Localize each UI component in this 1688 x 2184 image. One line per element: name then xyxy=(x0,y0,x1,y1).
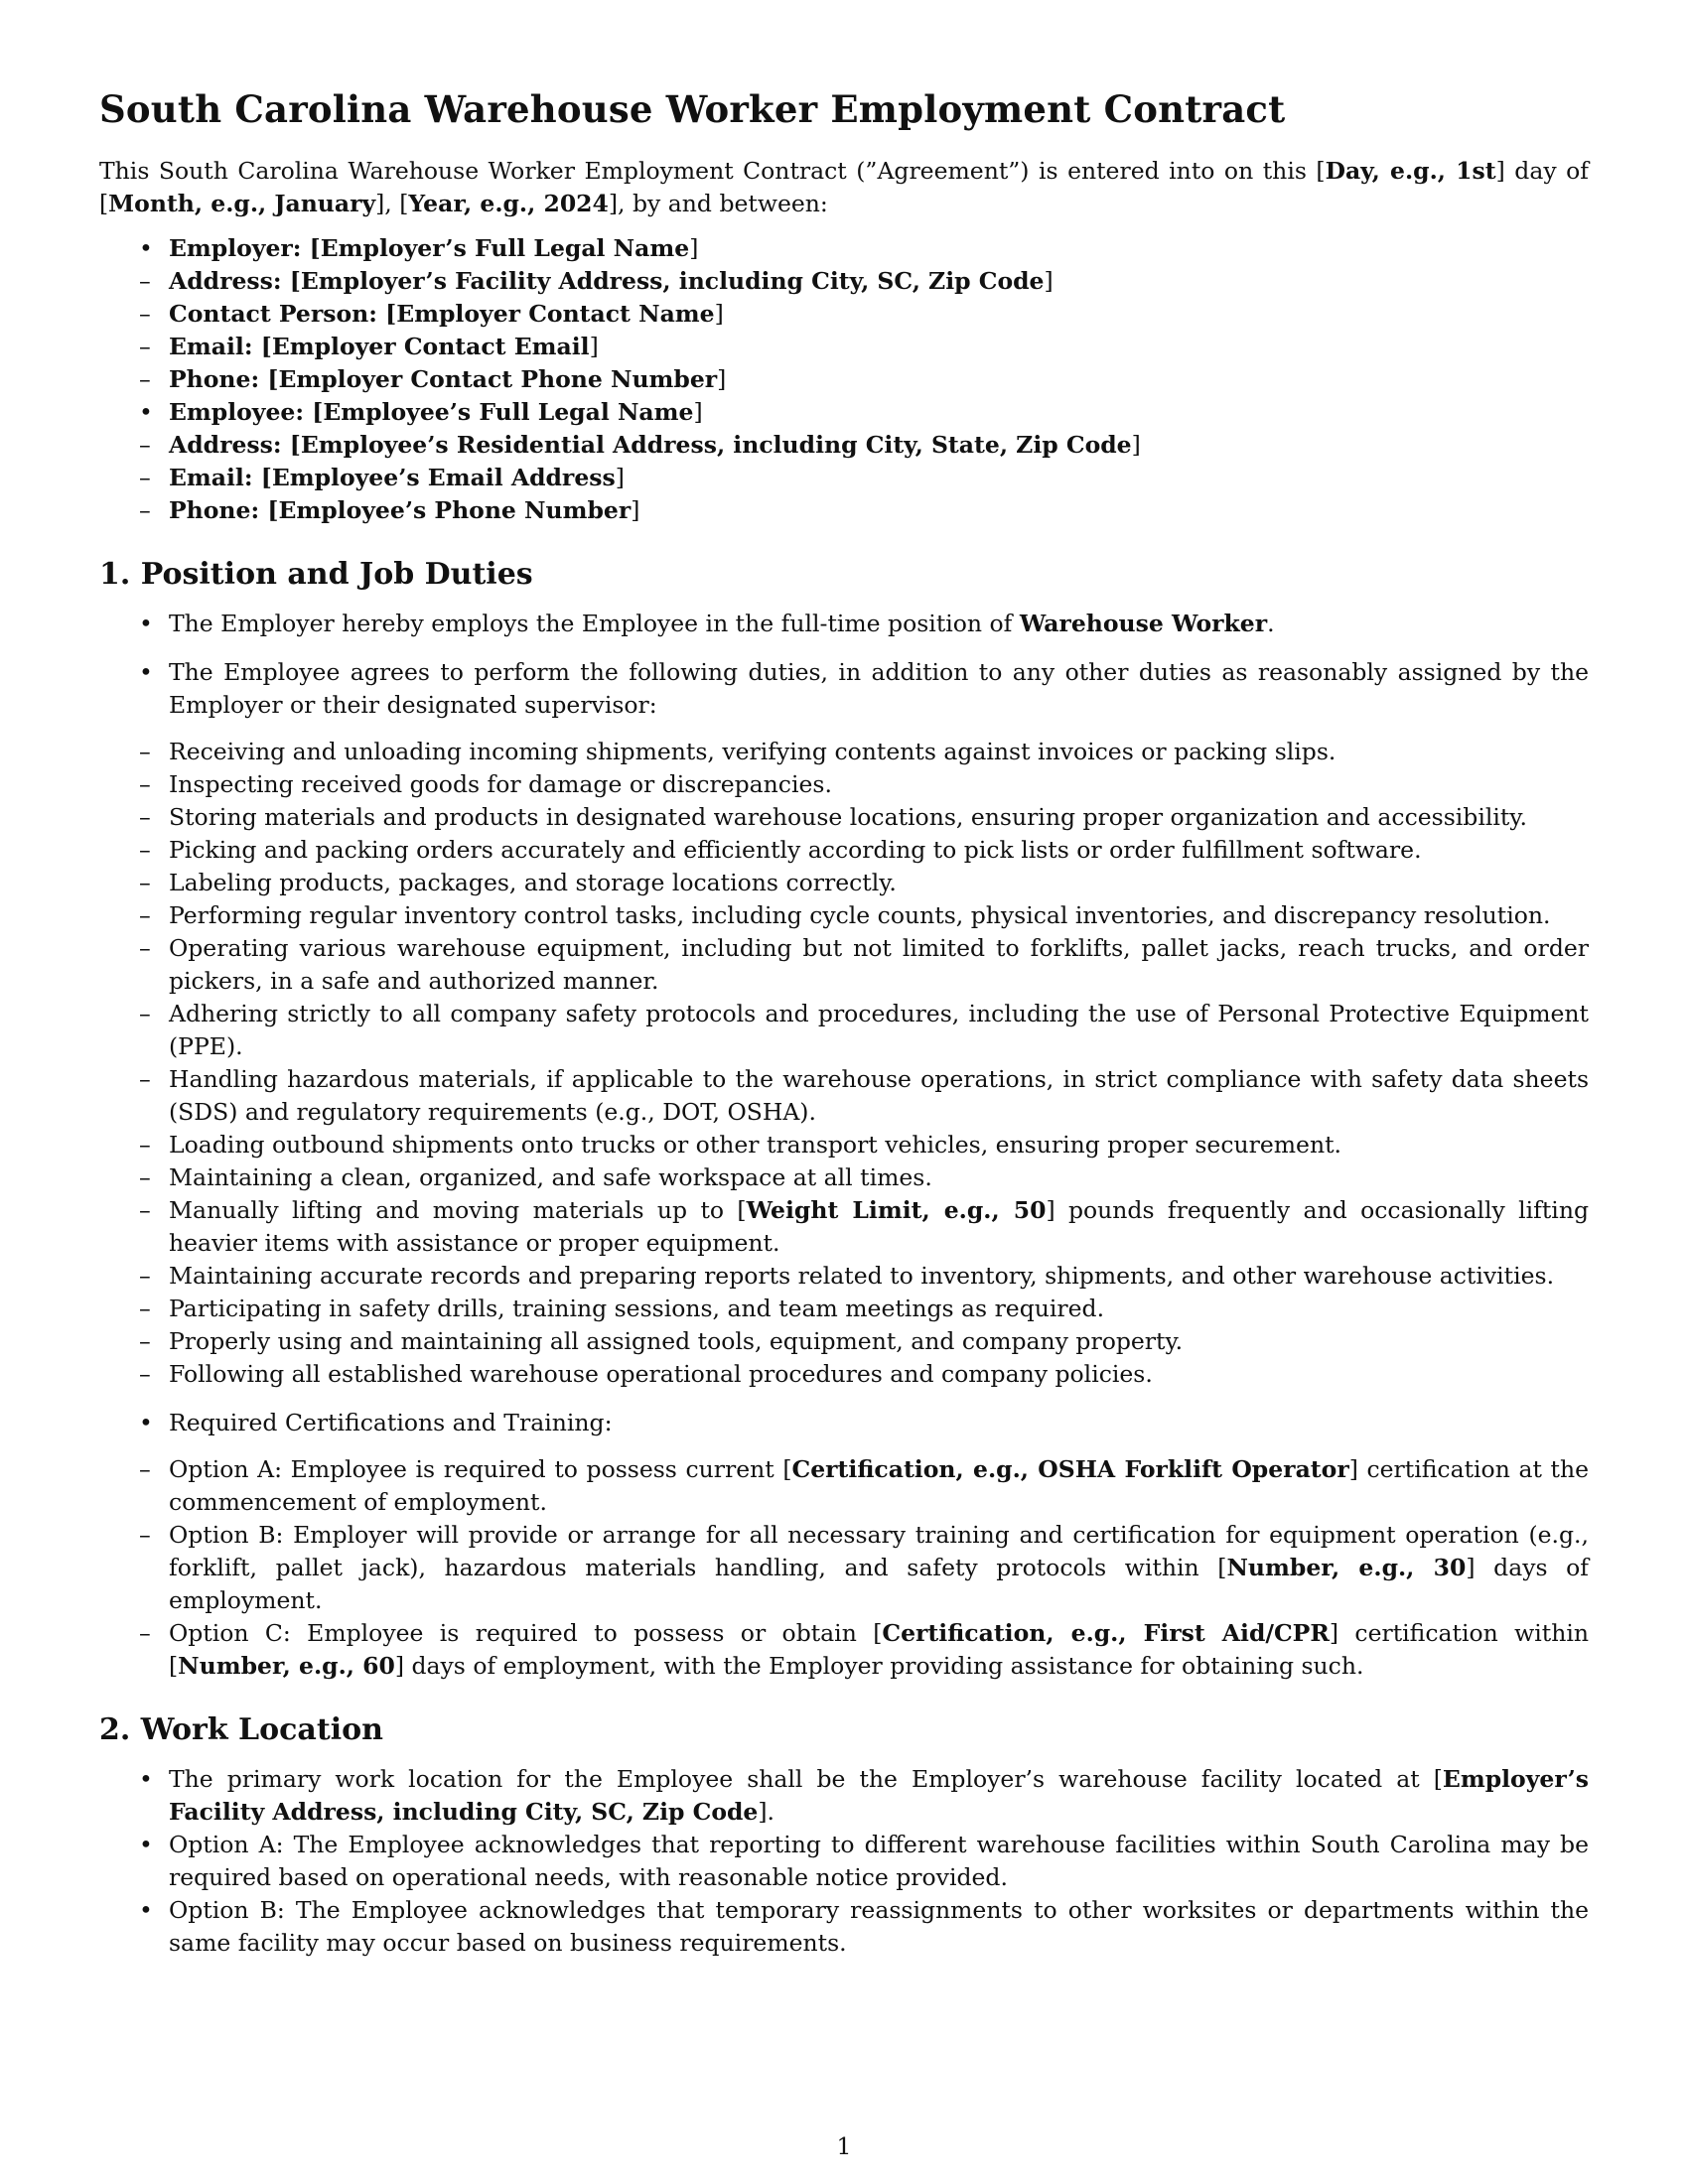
certifications-list xyxy=(169,1453,1589,1683)
bracket: ] xyxy=(1044,267,1054,295)
duty-text: Manually lifting and moving materials up to [ xyxy=(169,1196,747,1224)
field-label: Phone: xyxy=(169,365,268,393)
position-text: The Employer hereby employs the Employee in the full-time position of xyxy=(169,610,1020,637)
contract-page xyxy=(99,87,1589,1960)
intro-text: ] day of [ xyxy=(99,157,1589,217)
location-text: The primary work location for the Employee shall be the Employer’s warehouse facility located at [ xyxy=(169,1765,1443,1793)
cert-option-b xyxy=(109,1519,1589,1617)
employer-name: [Employer’s Full Legal Name xyxy=(309,234,690,262)
cert-option-a xyxy=(109,1453,1589,1519)
placeholder-day: Day, e.g., 1st xyxy=(1325,157,1496,185)
duties-item xyxy=(99,656,1589,1391)
duty-item: – Maintaining a clean, organized, and safe workspace at all times. xyxy=(109,1161,1589,1194)
employer-address xyxy=(109,265,1589,298)
bracket: ] xyxy=(717,365,727,393)
duty-item-weight xyxy=(109,1194,1589,1260)
intro-text: ], by and between: xyxy=(608,190,828,217)
employer-phone xyxy=(109,363,1589,396)
section-2-heading: 2. Work Location xyxy=(99,1712,383,1747)
intro-text: This South Carolina Warehouse Worker Employment Contract (”Agreement”) is entered into on this [ xyxy=(99,157,1326,185)
duty-item: – Picking and packing orders accurately and efficiently according to pick lists or order fulfillment software. xyxy=(109,834,1589,867)
placeholder-weight: Weight Limit, e.g., 50 xyxy=(746,1196,1047,1224)
field-label: Address: xyxy=(169,267,290,295)
placeholder-certification: Certification, e.g., OSHA Forklift Operator xyxy=(791,1455,1349,1483)
duty-item: – Adhering strictly to all company safety protocols and procedures, including the use of Personal Protective Equipment (PPE). xyxy=(109,998,1589,1063)
duty-text: ] pounds frequently and occasionally lifting heavier items with assistance or proper equipment. xyxy=(169,1196,1589,1257)
bracket: ] xyxy=(714,300,724,328)
bracket: ] xyxy=(615,464,625,491)
field-label: Email: xyxy=(169,464,261,491)
employer-contact xyxy=(109,298,1589,331)
employer-label: Employer: xyxy=(169,234,310,262)
field-label: Contact Person: xyxy=(169,300,386,328)
field-value: [Employee’s Email Address xyxy=(260,464,616,491)
duty-item: – Maintaining accurate records and preparing reports related to inventory, shipments, and other warehouse activities. xyxy=(109,1260,1589,1293)
option-text: Option C: Employee is required to possess or obtain [ xyxy=(169,1619,883,1647)
field-value: [Employee’s Phone Number xyxy=(267,496,632,524)
duties-intro: The Employee agrees to perform the following duties, in addition to any other duties as reasonably assigned by the Employer or their designated supervisor: xyxy=(169,658,1589,719)
bracket: ] xyxy=(631,496,640,524)
placeholder-number: Number, e.g., 30 xyxy=(1226,1554,1467,1581)
section-1-list xyxy=(99,608,1589,1683)
employee-details xyxy=(169,429,1589,527)
intro-paragraph xyxy=(99,155,1589,220)
duty-item: – Operating various warehouse equipment, including but not limited to forklifts, pallet jacks, reach trucks, and order pickers, in a safe and authorized manner. xyxy=(109,932,1589,998)
duty-item: – Handling hazardous materials, if applicable to the warehouse operations, in strict compliance with safety data sheets (SDS) and regulatory requirements (e.g., DOT, OSHA). xyxy=(109,1063,1589,1129)
field-value: [Employer’s Facility Address, including City, SC, Zip Code xyxy=(289,267,1045,295)
employer-email xyxy=(109,331,1589,363)
section-2-list xyxy=(99,1763,1589,1960)
field-label: Email: xyxy=(169,333,261,360)
placeholder-year: Year, e.g., 2024 xyxy=(408,190,609,217)
field-value: [Employer Contact Email xyxy=(260,333,590,360)
party-employer xyxy=(99,232,1589,396)
placeholder-facility-address: Employer’s Facility Address, including City, SC, Zip Code xyxy=(169,1765,1589,1826)
placeholder-number: Number, e.g., 60 xyxy=(178,1652,395,1680)
section-1-heading: 1. Position and Job Duties xyxy=(99,557,533,592)
cert-option-c xyxy=(109,1617,1589,1683)
duty-item: – Loading outbound shipments onto trucks or other transport vehicles, ensuring proper securement. xyxy=(109,1129,1589,1161)
field-value: [Employer Contact Name xyxy=(385,300,715,328)
field-label: Address: xyxy=(169,431,290,459)
parties-list xyxy=(99,232,1589,527)
position-item xyxy=(99,608,1589,640)
option-text: ] days of employment. xyxy=(169,1554,1590,1614)
option-text: ] days of employment, with the Employer providing assistance for obtaining such. xyxy=(394,1652,1364,1680)
duty-item: – Following all established warehouse operational procedures and company policies. xyxy=(109,1358,1589,1391)
bracket: ] xyxy=(689,234,699,262)
duty-item: – Participating in safety drills, training sessions, and team meetings as required. xyxy=(109,1293,1589,1325)
placeholder-month: Month, e.g., January xyxy=(108,190,376,217)
bracket: ] xyxy=(693,398,703,426)
certifications-label: Required Certifications and Training: xyxy=(169,1409,613,1436)
bracket: ] xyxy=(1131,431,1141,459)
duty-item: – Inspecting received goods for damage or discrepancies. xyxy=(109,768,1589,801)
employee-email xyxy=(109,462,1589,494)
option-text: ] certification at the commencement of employment. xyxy=(169,1455,1589,1516)
duties-list xyxy=(169,736,1589,1391)
punctuation: . xyxy=(1267,610,1275,637)
field-label: Phone: xyxy=(169,496,268,524)
option-text: Option B: Employer will provide or arrange for all necessary training and certification for equipment operation (e.g., forklift, pallet jack), hazardous materials handling, and safety protocols within [ xyxy=(169,1521,1589,1581)
work-location-item xyxy=(99,1763,1589,1829)
certifications-item xyxy=(99,1407,1589,1683)
employee-address xyxy=(109,429,1589,462)
duty-item: – Properly using and maintaining all assigned tools, equipment, and company property. xyxy=(109,1325,1589,1358)
duty-item: – Storing materials and products in designated warehouse locations, ensuring proper organization and accessibility. xyxy=(109,801,1589,834)
field-value: [Employee’s Residential Address, including City, State, Zip Code xyxy=(289,431,1132,459)
punctuation: ]. xyxy=(758,1798,775,1826)
duty-item: – Performing regular inventory control tasks, including cycle counts, physical inventories, and discrepancy resolution. xyxy=(109,899,1589,932)
bracket: ] xyxy=(589,333,599,360)
duty-item: – Receiving and unloading incoming shipments, verifying contents against invoices or packing slips. xyxy=(109,736,1589,768)
party-employee xyxy=(99,396,1589,527)
page-number: 1 xyxy=(836,2132,852,2160)
field-value: [Employer Contact Phone Number xyxy=(267,365,718,393)
option-text: Option A: Employee is required to possess current [ xyxy=(169,1455,792,1483)
option-text: ] certification within [ xyxy=(169,1619,1589,1680)
location-option-a: • Option A: The Employee acknowledges that reporting to different warehouse facilities within South Carolina may be required based on operational needs, with reasonable notice provided. xyxy=(99,1829,1589,1894)
placeholder-certification: Certification, e.g., First Aid/CPR xyxy=(882,1619,1330,1647)
location-option-b: • Option B: The Employee acknowledges that temporary reassignments to other worksites or departments within the same facility may occur based on business requirements. xyxy=(99,1894,1589,1960)
employee-phone xyxy=(109,494,1589,527)
duty-item: – Labeling products, packages, and storage locations correctly. xyxy=(109,867,1589,899)
employee-name: [Employee’s Full Legal Name xyxy=(312,398,694,426)
intro-text: ], [ xyxy=(375,190,409,217)
employee-label: Employee: xyxy=(169,398,313,426)
document-title: South Carolina Warehouse Worker Employment Contract xyxy=(99,87,1286,131)
employer-details xyxy=(169,265,1589,396)
position-title: Warehouse Worker xyxy=(1019,610,1268,637)
